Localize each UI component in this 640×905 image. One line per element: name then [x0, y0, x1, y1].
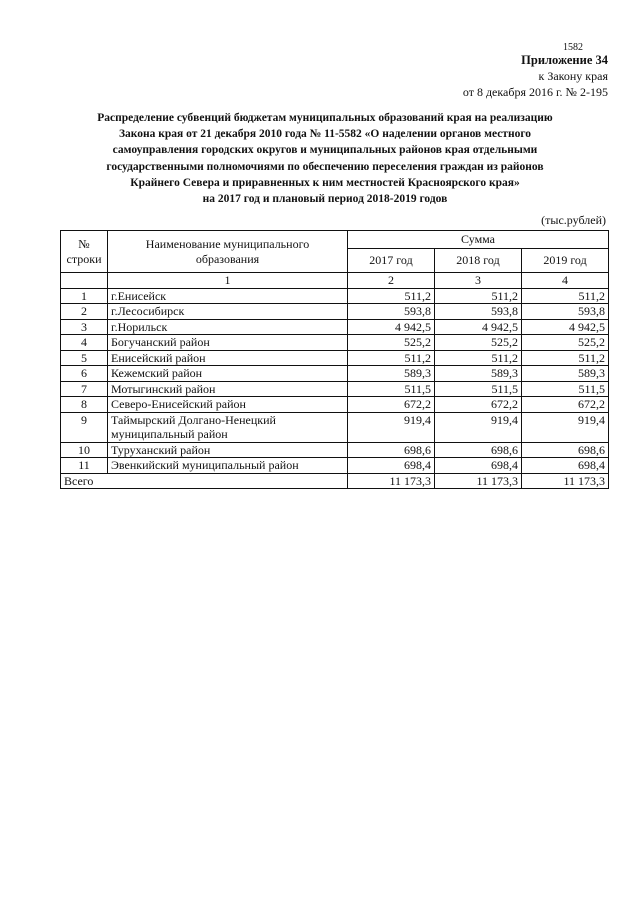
municipality-name: г.Енисейск	[108, 288, 348, 304]
value-2017: 672,2	[348, 397, 435, 413]
municipality-name: г.Норильск	[108, 319, 348, 335]
header-number-word: строки	[66, 251, 102, 266]
row-number: 11	[61, 458, 108, 474]
total-2019: 11 173,3	[522, 473, 609, 489]
header-row-number	[61, 231, 108, 273]
row-number: 8	[61, 397, 108, 413]
value-2019: 593,8	[522, 304, 609, 320]
column-number-1: 1	[108, 273, 348, 289]
value-2018: 4 942,5	[435, 319, 522, 335]
value-2017: 4 942,5	[348, 319, 435, 335]
table-row	[61, 350, 609, 366]
appendix-law-line: к Закону края	[538, 69, 608, 83]
value-2019: 511,5	[522, 381, 609, 397]
municipality-name: Кежемский район	[108, 366, 348, 382]
municipality-name	[108, 412, 348, 442]
table-header	[61, 231, 609, 289]
row-number: 4	[61, 335, 108, 351]
value-2018: 589,3	[435, 366, 522, 382]
column-number-2: 2	[348, 273, 435, 289]
title-line-2: Закона края от 21 декабря 2010 года № 11-5582 «О наделении органов местного	[118, 128, 532, 141]
column-number-blank	[61, 273, 108, 289]
subsidy-table	[60, 230, 609, 489]
value-2017: 593,8	[348, 304, 435, 320]
table-row	[61, 304, 609, 320]
value-2017: 511,2	[348, 288, 435, 304]
value-2019: 511,2	[522, 350, 609, 366]
header-sum: Сумма	[348, 231, 609, 249]
row-number: 7	[61, 381, 108, 397]
value-2018: 511,2	[435, 288, 522, 304]
value-2019: 672,2	[522, 397, 609, 413]
value-2017: 698,6	[348, 442, 435, 458]
value-2019: 919,4	[522, 412, 609, 442]
value-2019: 525,2	[522, 335, 609, 351]
municipality-name: Северо-Енисейский район	[108, 397, 348, 413]
municipality-name: г.Лесосибирск	[108, 304, 348, 320]
column-number-3: 3	[435, 273, 522, 289]
units-label: (тыс.рублей)	[541, 213, 606, 227]
value-2018: 698,6	[435, 442, 522, 458]
title-line-3: самоуправления городских округов и муниципальных районов края отдельными	[112, 144, 538, 157]
value-2018: 698,4	[435, 458, 522, 474]
header-municipality-line-2: образования	[195, 251, 260, 266]
title-line-6: на 2017 год и плановый период 2018-2019 годов	[202, 193, 448, 206]
value-2017: 919,4	[348, 412, 435, 442]
appendix-title: Приложение 34	[521, 53, 608, 67]
value-2019: 698,4	[522, 458, 609, 474]
row-number: 6	[61, 366, 108, 382]
municipality-name: Мотыгинский район	[108, 381, 348, 397]
value-2018: 593,8	[435, 304, 522, 320]
municipality-name: Богучанский район	[108, 335, 348, 351]
value-2019: 4 942,5	[522, 319, 609, 335]
municipality-name-line-2: муниципальный район	[111, 427, 228, 441]
table-body	[61, 288, 609, 489]
value-2017: 511,2	[348, 350, 435, 366]
table-row	[61, 335, 609, 351]
title-line-4: государственными полномочиями по обеспечению переселения граждан из районов	[106, 160, 544, 173]
appendix-block	[463, 52, 608, 100]
value-2018: 919,4	[435, 412, 522, 442]
header-year-2017: 2017 год	[348, 249, 435, 273]
table-row	[61, 366, 609, 382]
header-municipality-line-1: Наименование муниципального	[145, 237, 310, 251]
total-2018: 11 173,3	[435, 473, 522, 489]
municipality-name: Енисейский район	[108, 350, 348, 366]
header-year-2019: 2019 год	[522, 249, 609, 273]
value-2017: 525,2	[348, 335, 435, 351]
total-2017: 11 173,3	[348, 473, 435, 489]
total-row	[61, 473, 609, 489]
table-row	[61, 412, 609, 442]
value-2018: 511,2	[435, 350, 522, 366]
title-line-5: Крайнего Севера и приравненных к ним местностей Красноярского края»	[130, 176, 520, 189]
municipality-name: Эвенкийский муниципальный район	[108, 458, 348, 474]
appendix-date-line: от 8 декабря 2016 г. № 2-195	[462, 85, 608, 99]
document-title	[60, 110, 590, 207]
table-row	[61, 319, 609, 335]
header-year-2018: 2018 год	[435, 249, 522, 273]
row-number: 9	[61, 412, 108, 442]
table-row	[61, 397, 609, 413]
row-number: 3	[61, 319, 108, 335]
row-number: 5	[61, 350, 108, 366]
value-2018: 511,5	[435, 381, 522, 397]
row-number: 1	[61, 288, 108, 304]
table-row	[61, 458, 609, 474]
row-number: 2	[61, 304, 108, 320]
value-2019: 698,6	[522, 442, 609, 458]
value-2017: 698,4	[348, 458, 435, 474]
title-line-1: Распределение субвенций бюджетам муниципальных образований края на реализацию	[97, 112, 553, 124]
value-2019: 589,3	[522, 366, 609, 382]
row-number: 10	[61, 442, 108, 458]
value-2019: 511,2	[522, 288, 609, 304]
page-number: 1582	[563, 42, 583, 53]
value-2017: 589,3	[348, 366, 435, 382]
table-row	[61, 381, 609, 397]
header-number-sign: №	[78, 237, 90, 251]
table-row	[61, 442, 609, 458]
table-row	[61, 288, 609, 304]
value-2018: 672,2	[435, 397, 522, 413]
municipality-name-line-1: Таймырский Долгано-Ненецкий	[111, 412, 276, 427]
column-number-4: 4	[522, 273, 609, 289]
municipality-name: Туруханский район	[108, 442, 348, 458]
header-municipality	[108, 231, 348, 273]
value-2018: 525,2	[435, 335, 522, 351]
total-label: Всего	[61, 473, 348, 489]
value-2017: 511,5	[348, 381, 435, 397]
